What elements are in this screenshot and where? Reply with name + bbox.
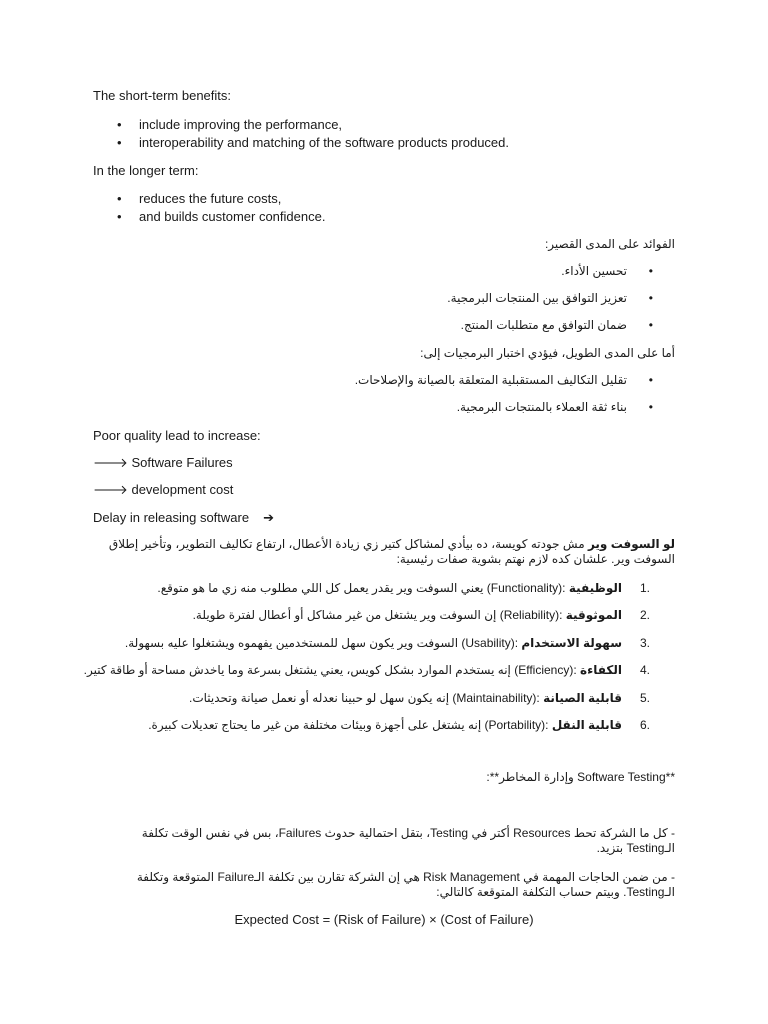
long-term-item: • and builds customer confidence. — [117, 209, 326, 224]
testing-paragraph-1: - كل ما الشركة تحط Resources أكتر في Testing، بتقل احتمالية حدوث Failures، بس في نفس الوقت تكلفة الـTesting بتزيد. — [141, 826, 675, 855]
quality-item-portability: .6قابلية النقل :(Portability) إنه يشتغل على أجهزة وبيئات مختلفة من غير ما يحتاج تعديلات كبيرة. — [148, 718, 650, 732]
bullet-icon: • — [648, 400, 653, 414]
software-failures-line: 🡒 Software Failures — [93, 455, 233, 470]
arrow-right-icon: ➔ — [263, 510, 274, 525]
ar-intro-paragraph: لو السوفت وير مش جودته كويسة، ده بيأدي لمشاكل كتير زي زيادة الأعطال، ارتفاع تكاليف التطوير، وتأخير إطلاق السوفت وير. علشان كده لازم نهتم بشوية صفات رئيسية: — [108, 537, 675, 566]
delay-release-line: Delay in releasing software ➔ — [93, 510, 274, 525]
short-term-item: • include improving the performance, — [117, 117, 343, 132]
bullet-icon: • — [648, 264, 653, 278]
long-term-heading: In the longer term: — [93, 163, 199, 178]
ar-long-item: •بناء ثقة العملاء بالمنتجات البرمجية. — [456, 400, 653, 414]
bullet-icon: • — [117, 191, 122, 206]
bullet-icon: • — [648, 318, 653, 332]
bullet-icon: • — [648, 291, 653, 305]
bullet-icon: • — [117, 117, 122, 132]
ar-short-item: •تحسين الأداء. — [561, 264, 653, 278]
quality-item-functionality: .1الوظيفية :(Functionality) يعني السوفت وير يقدر يعمل كل اللي مطلوب منه زي ما هو متوقع. — [157, 581, 650, 595]
quality-item-efficiency: .4الكفاءة :(Efficiency) إنه يستخدم الموارد بشكل كويس، يعني يشتغل بسرعة وما ياخدش مساحة أو طاقة كتير. — [83, 663, 650, 677]
long-term-item: • reduces the future costs, — [117, 191, 282, 206]
short-term-heading: The short-term benefits: — [93, 88, 231, 103]
ar-short-item: •تعزيز التوافق بين المنتجات البرمجية. — [447, 291, 653, 305]
short-term-item: • interoperability and matching of the software products produced. — [117, 135, 509, 150]
ar-short-heading: الفوائد على المدى القصير: — [544, 237, 675, 251]
ar-short-item: •ضمان التوافق مع متطلبات المنتج. — [460, 318, 653, 332]
expected-cost-formula: Expected Cost = (Risk of Failure) × (Cost of Failure) — [234, 912, 534, 927]
bullet-icon: • — [117, 135, 122, 150]
quality-item-usability: .3سهولة الاستخدام :(Usability) السوفت وير يكون سهل للمستخدمين يفهموه ويشتغلوا عليه بسهولة. — [124, 636, 650, 650]
ar-long-item: •تقليل التكاليف المستقبلية المتعلقة بالصيانة والإصلاحات. — [354, 373, 653, 387]
poor-quality-heading: Poor quality lead to increase: — [93, 428, 261, 443]
testing-heading: **Software Testing وإدارة المخاطر**: — [486, 770, 675, 784]
quality-item-reliability: .2الموثوقية :(Reliability) إن السوفت وير يشتغل من غير مشاكل أو أعطال لفترة طويلة. — [192, 608, 650, 622]
ar-long-heading: أما على المدى الطويل، فيؤدي اختبار البرمجيات إلى: — [420, 346, 675, 360]
development-cost-line: 🡒 development cost — [93, 482, 234, 497]
bullet-icon: • — [648, 373, 653, 387]
testing-paragraph-2: - من ضمن الحاجات المهمة في Risk Management هي إن الشركة تقارن بين تكلفة الـFailure المتوقعة وتكلفة الـTesting. وبيتم حساب التكلفة المتوقعة كالتالي: — [136, 870, 675, 899]
bullet-icon: • — [117, 209, 122, 224]
quality-item-maintainability: .5قابلية الصيانة :(Maintainability) إنه يكون سهل لو حبينا نعدله أو نعمل صيانة وتحديثات. — [189, 691, 650, 705]
